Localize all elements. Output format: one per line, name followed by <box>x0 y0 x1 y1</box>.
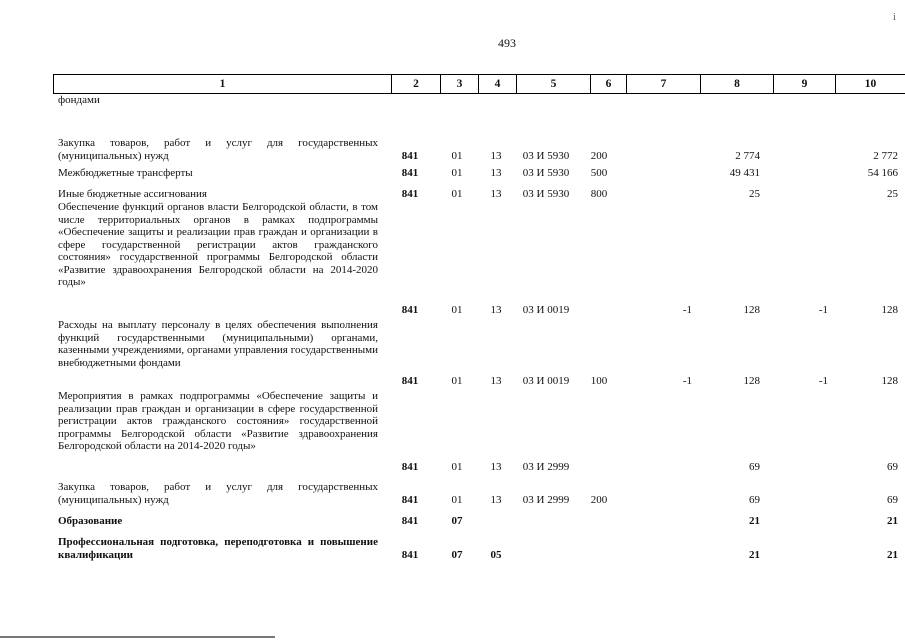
cell-subsection: 13 <box>490 494 502 506</box>
cell-code: 841 <box>401 304 419 316</box>
table-row-description: Иные бюджетные ассигнования <box>58 188 207 200</box>
cell-col10: 21 <box>887 515 898 527</box>
cell-col8: 2 774 <box>735 150 760 162</box>
cell-col9: -1 <box>818 375 828 387</box>
cell-target: 03 И 5930 <box>522 167 570 179</box>
cell-col10: 128 <box>881 375 898 387</box>
cell-code: 841 <box>401 494 419 506</box>
cell-subsection: 13 <box>490 304 502 316</box>
cell-section: 01 <box>451 461 463 473</box>
bottom-edge-line <box>0 636 275 638</box>
table-row-description: Профессиональная подготовка, переподготовка и повышение квалификации <box>58 536 378 561</box>
cell-col8: 49 431 <box>729 167 760 179</box>
cell-target: 03 И 0019 <box>522 375 570 387</box>
cell-subsection: 13 <box>490 188 502 200</box>
header-col-5: 5 <box>517 75 591 93</box>
table-row-description: Межбюджетные трансферты <box>58 167 193 179</box>
cell-section: 01 <box>451 188 463 200</box>
cell-col10: 69 <box>887 494 898 506</box>
cell-subsection: 05 <box>490 549 502 561</box>
cell-subsection: 13 <box>490 150 502 162</box>
cell-code: 841 <box>401 188 419 200</box>
cell-section: 01 <box>451 150 463 162</box>
header-col-7: 7 <box>627 75 701 93</box>
cell-col8: 128 <box>743 375 760 387</box>
cell-expense-type: 100 <box>590 375 608 387</box>
cell-section: 01 <box>451 167 463 179</box>
cell-target: 03 И 5930 <box>522 150 570 162</box>
cell-code: 841 <box>401 375 419 387</box>
cell-section: 07 <box>451 515 463 527</box>
cell-target: 03 И 5930 <box>522 188 570 200</box>
cell-target: 03 И 0019 <box>522 304 570 316</box>
header-col-4: 4 <box>479 75 517 93</box>
cell-col9: -1 <box>818 304 828 316</box>
cell-col8: 21 <box>749 549 760 561</box>
cell-section: 01 <box>451 375 463 387</box>
header-col-2: 2 <box>392 75 441 93</box>
cell-section: 01 <box>451 304 463 316</box>
cell-expense-type: 200 <box>590 150 608 162</box>
cell-col10: 128 <box>881 304 898 316</box>
cell-expense-type: 800 <box>590 188 608 200</box>
cell-col10: 2 772 <box>873 150 898 162</box>
table-row-description: Закупка товаров, работ и услуг для государственных (муниципальных) нужд <box>58 481 378 506</box>
header-col-8: 8 <box>701 75 774 93</box>
header-col-1: 1 <box>54 75 392 93</box>
page-number: 493 <box>498 36 516 50</box>
header-col-9: 9 <box>774 75 836 93</box>
cell-subsection: 13 <box>490 375 502 387</box>
cell-subsection: 13 <box>490 167 502 179</box>
table-header-row <box>53 74 905 94</box>
header-col-6: 6 <box>591 75 627 93</box>
table-row-description: Обеспечение функций органов власти Белгородской области, в том числе территориальных органов в рамках подпрограммы «Обеспечение защиты и реализации прав граждан и организации в сфере государственной регистрации актов гражданского состояния» государственной программы Белгородской области «Развитие здравоохранения Белгородской области на 2014-2020 годы» <box>58 201 378 288</box>
corner-mark: i <box>893 12 896 23</box>
table-row-description: Образование <box>58 515 123 527</box>
cell-col8: 69 <box>749 461 760 473</box>
cell-expense-type: 200 <box>590 494 608 506</box>
cell-section: 07 <box>451 549 463 561</box>
cell-code: 841 <box>401 461 419 473</box>
cell-col10: 54 166 <box>867 167 898 179</box>
cell-code: 841 <box>401 515 419 527</box>
cell-col8: 21 <box>749 515 760 527</box>
table-row-description: Закупка товаров, работ и услуг для государственных (муниципальных) нужд <box>58 137 378 162</box>
cell-col7: -1 <box>682 375 692 387</box>
cell-col10: 21 <box>887 549 898 561</box>
cell-code: 841 <box>401 167 419 179</box>
cell-col8: 25 <box>749 188 760 200</box>
cell-target: 03 И 2999 <box>522 494 570 506</box>
cell-section: 01 <box>451 494 463 506</box>
header-col-10: 10 <box>836 75 905 93</box>
cell-col10: 69 <box>887 461 898 473</box>
table-row-description: фондами <box>58 94 100 106</box>
cell-code: 841 <box>401 549 419 561</box>
cell-col7: -1 <box>682 304 692 316</box>
table-row-description: Расходы на выплату персоналу в целях обеспечения выполнения функций государственными (муниципальными) органами, казенными учреждениями, органами управления государственными внебюджетными фондами <box>58 319 378 369</box>
cell-expense-type: 500 <box>590 167 608 179</box>
cell-code: 841 <box>401 150 419 162</box>
cell-col8: 128 <box>743 304 760 316</box>
cell-subsection: 13 <box>490 461 502 473</box>
table-row-description: Мероприятия в рамках подпрограммы «Обеспечение защиты и реализации прав граждан и организации в сфере государственной регистрации актов гражданского состояния» государственной программы Белгородской области «Развитие здравоохранения Белгородской области на 2014-2020 годы» <box>58 390 378 452</box>
cell-col10: 25 <box>887 188 898 200</box>
cell-col8: 69 <box>749 494 760 506</box>
cell-target: 03 И 2999 <box>522 461 570 473</box>
header-col-3: 3 <box>441 75 479 93</box>
